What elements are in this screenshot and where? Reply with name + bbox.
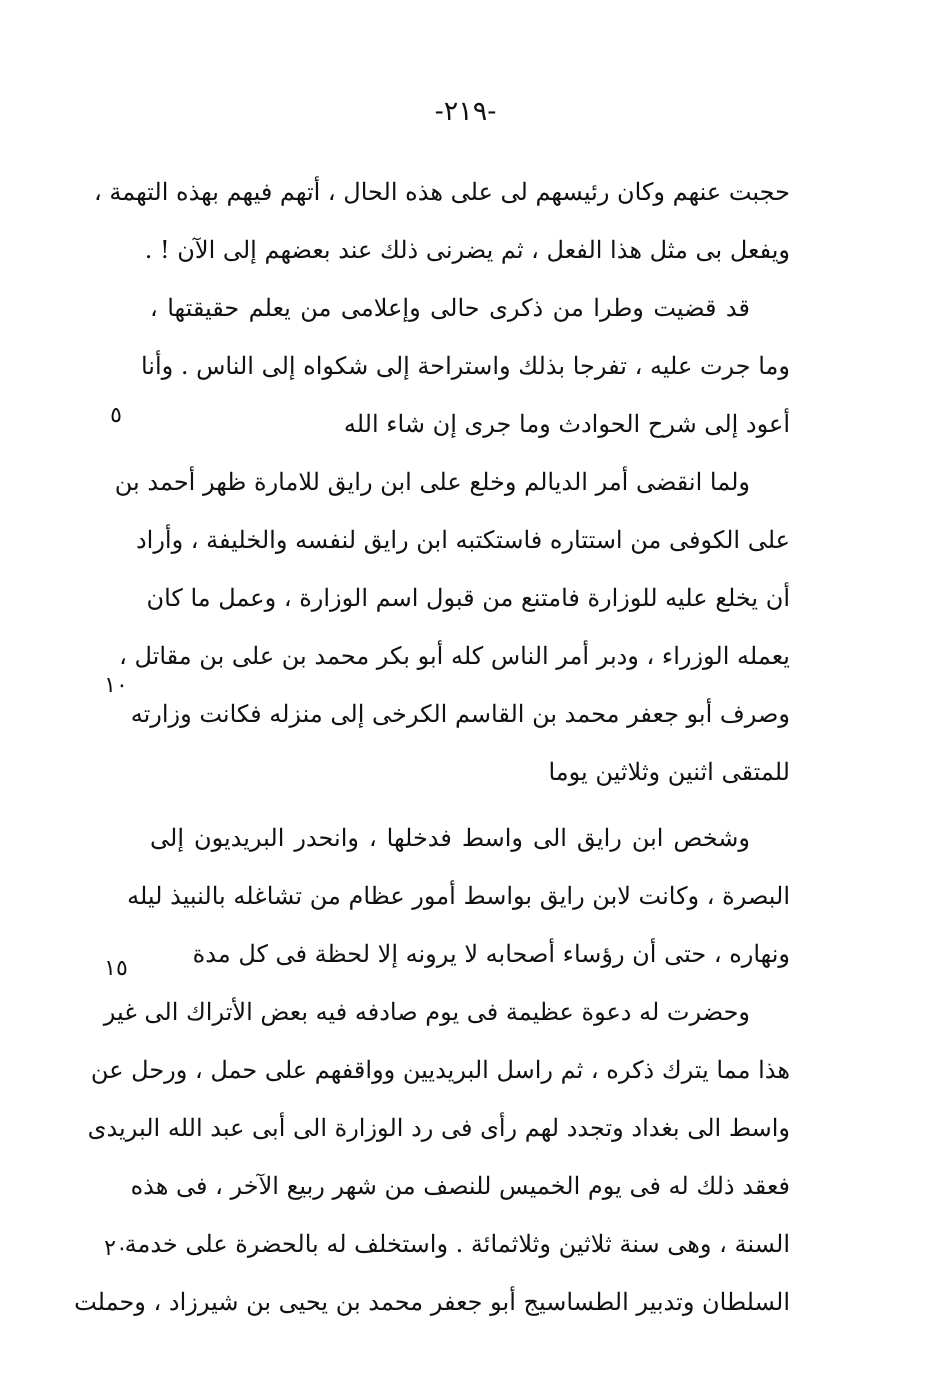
text-line: البصرة ، وكانت لابن رايق بواسط أمور عظام من تشاغله بالنبيذ ليله xyxy=(127,882,790,910)
text-line: أن يخلع عليه للوزارة فامتنع من قبول اسم الوزارة ، وعمل ما كان xyxy=(146,584,790,612)
text-line: وشخص ابن رايق الى واسط فدخلها ، وانحدر البريديون إلى xyxy=(150,824,750,852)
text-line: واسط الى بغداد وتجدد لهم رأى فى رد الوزارة الى أبى عبد الله البريدى xyxy=(87,1114,790,1142)
text-line: للمتقى اثنين وثلاثين يوما xyxy=(548,758,790,786)
line-number: ٥ xyxy=(110,403,122,428)
text-line: أعود إلى شرح الحوادث وما جرى إن شاء الله xyxy=(343,410,790,438)
text-line: وصرف أبو جعفر محمد بن القاسم الكرخى إلى منزله فكانت وزارته xyxy=(130,700,790,728)
line-number: ٢٠ xyxy=(104,1236,128,1261)
text-line: ويفعل بى مثل هذا الفعل ، ثم يضرنى ذلك عند بعضهم إلى الآن ! . xyxy=(144,236,790,264)
line-number: ١٥ xyxy=(104,956,128,981)
text-line: هذا مما يترك ذكره ، ثم راسل البريديين وواقفهم على حمل ، ورحل عن xyxy=(90,1056,790,1084)
text-line: يعمله الوزراء ، ودبر أمر الناس كله أبو بكر محمد بن على بن مقاتل ، xyxy=(119,642,790,670)
text-line: السلطان وتدبير الطساسيج أبو جعفر محمد بن يحيى بن شيرزاد ، وحملت xyxy=(74,1288,790,1316)
text-line: على الكوفى من استتاره فاستكتبه ابن رايق لنفسه والخليفة ، وأراد xyxy=(135,526,790,554)
text-line: فعقد ذلك له فى يوم الخميس للنصف من شهر ربيع الآخر ، فى هذه xyxy=(130,1172,790,1200)
text-line: ونهاره ، حتى أن رؤساء أصحابه لا يرونه إلا لحظة فى كل مدة xyxy=(192,940,790,968)
text-line: وحضرت له دعوة عظيمة فى يوم صادفه فيه بعض الأتراك الى غير xyxy=(103,998,750,1026)
text-line: حجبت عنهم وكان رئيسهم لى على هذه الحال ، أتهم فيهم بهذه التهمة ، xyxy=(93,178,790,206)
page-number: -٢١٩- xyxy=(434,96,497,127)
text-line: قد قضيت وطرا من ذكرى حالى وإعلامى من يعلم حقيقتها ، xyxy=(150,294,750,322)
text-line: ولما انقضى أمر الديالم وخلع على ابن رايق للامارة ظهر أحمد بن xyxy=(114,468,750,496)
text-line: السنة ، وهى سنة ثلاثين وثلاثمائة . واستخلف له بالحضرة على خدمة xyxy=(124,1230,790,1258)
line-number: ١٠ xyxy=(104,673,128,698)
text-line: وما جرت عليه ، تفرجا بذلك واستراحة إلى شكواه إلى الناس . وأنا xyxy=(140,352,790,380)
